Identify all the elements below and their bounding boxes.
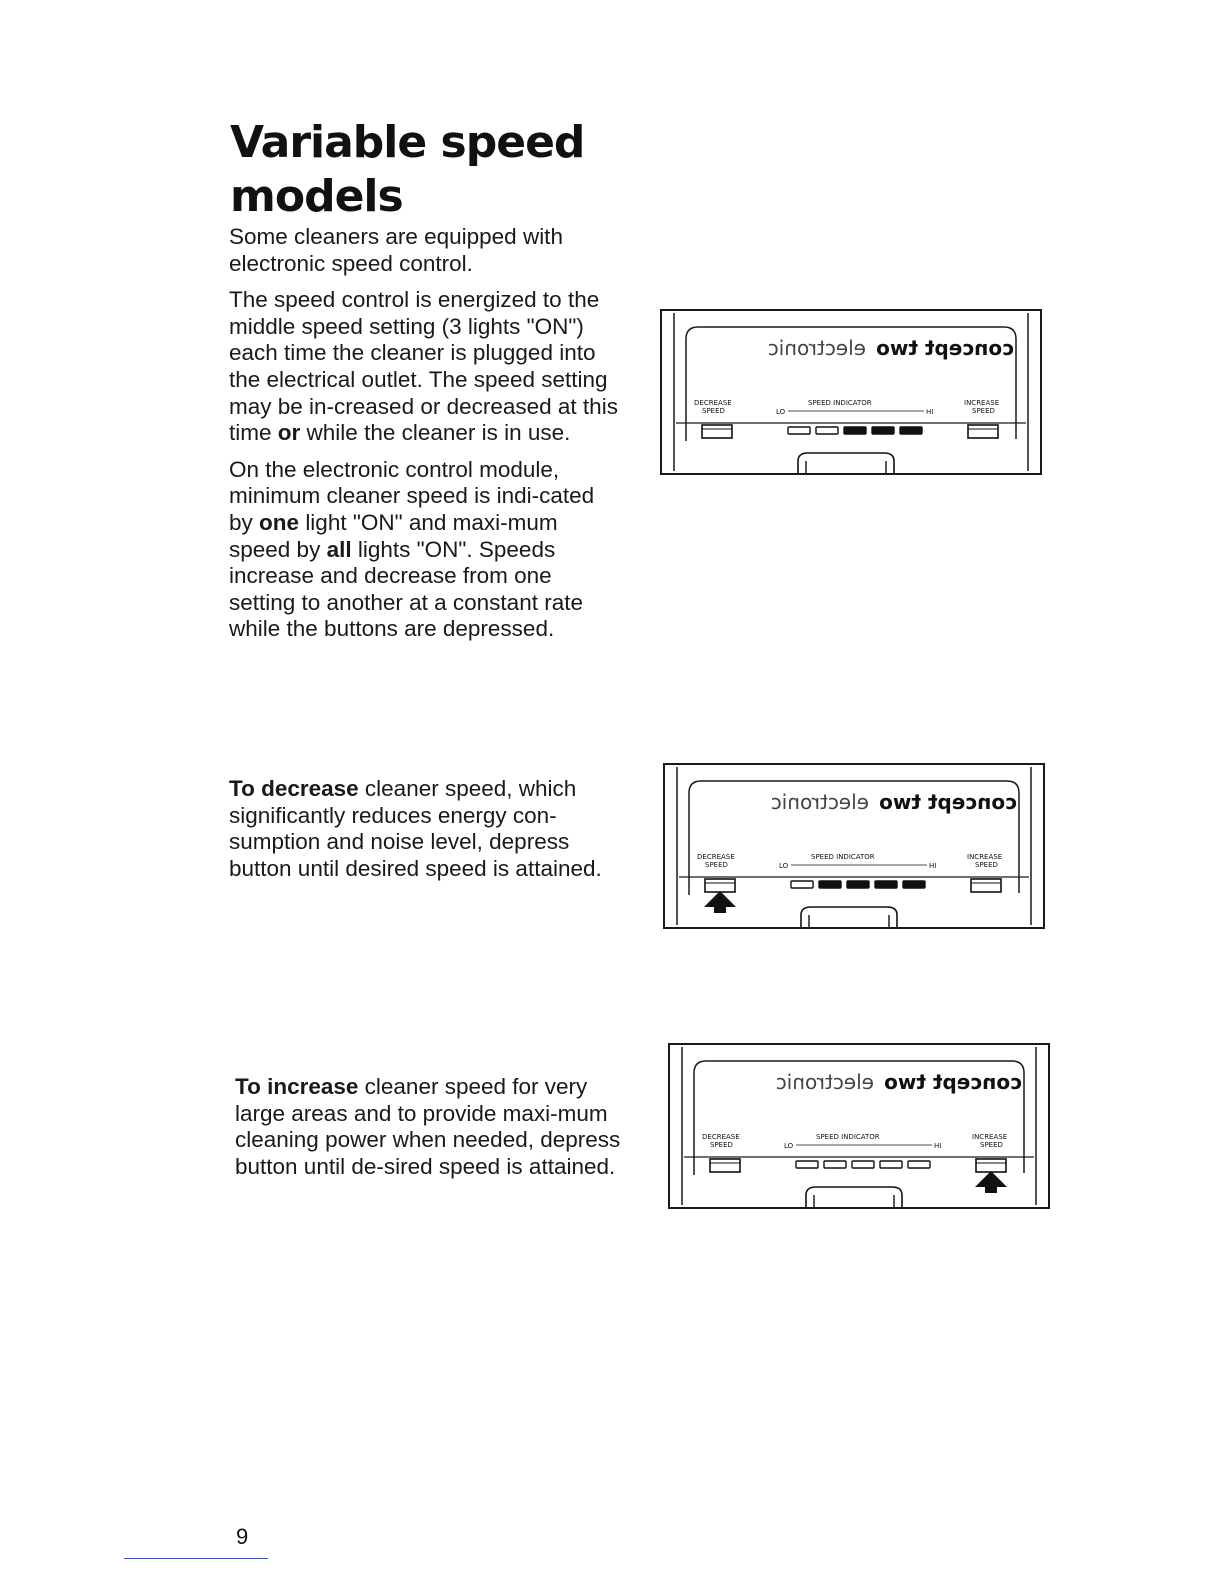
intro-p3-a: On the electronic control module, minimum cleaner speed is indi-cated by	[229, 456, 595, 535]
brand-bold: concept two	[879, 790, 1017, 814]
increase-label-2: SPEED	[972, 407, 995, 415]
control-module-initial	[660, 309, 1042, 475]
lo-label: LO	[779, 862, 789, 870]
speed-light-2-off	[824, 1161, 846, 1168]
decrease-arrow-icon	[704, 891, 736, 913]
control-module-diagram	[662, 311, 1040, 473]
speed-light-1-off	[788, 427, 810, 434]
title-line-2: models	[230, 171, 403, 222]
intro-text	[229, 224, 621, 653]
speed-light-4-on	[875, 881, 897, 888]
brand-light: electronic	[770, 790, 869, 814]
brand-light: electronic	[775, 1070, 874, 1094]
control-module-decrease	[663, 763, 1045, 929]
speed-indicator-lights	[791, 881, 925, 888]
increase-speed-button[interactable]	[971, 879, 1001, 892]
decrease-label-2: SPEED	[705, 861, 728, 869]
decrease-label-2: SPEED	[702, 407, 725, 415]
speed-indicator-label: SPEED INDICATOR	[811, 853, 875, 861]
hi-label: HI	[926, 408, 934, 416]
decrease-label-1: DECREASE	[694, 399, 732, 407]
speed-indicator-lights	[796, 1161, 930, 1168]
decrease-label-2: SPEED	[710, 1141, 733, 1149]
intro-p2-end: while the cleaner is in use.	[306, 420, 571, 446]
control-module-increase	[668, 1043, 1050, 1209]
decrease-body: cleaner speed, which significantly reduces energy con-sumption and noise level, depress button until desired speed is attained.	[229, 776, 602, 881]
speed-light-4-on	[872, 427, 894, 434]
increase-body: cleaner speed for very large areas and to provide maxi-mum cleaning power when needed, depress button until de-sired speed is attained.	[235, 1074, 621, 1179]
hi-label: HI	[934, 1142, 942, 1150]
decrease-speed-button[interactable]	[705, 879, 735, 892]
increase-text	[235, 1074, 627, 1190]
brand-light: electronic	[767, 336, 866, 360]
speed-light-1-off	[791, 881, 813, 888]
speed-indicator-label: SPEED INDICATOR	[816, 1133, 880, 1141]
speed-light-5-off	[908, 1161, 930, 1168]
intro-p3-c: lights "ON". Speeds increase and decrease from one setting to another at a constant rate while the buttons are depressed.	[229, 536, 583, 642]
speed-indicator-lights	[788, 427, 922, 434]
increase-speed-button[interactable]	[976, 1159, 1006, 1172]
speed-indicator-label: SPEED INDICATOR	[808, 399, 872, 407]
lo-label: LO	[784, 1142, 794, 1150]
speed-light-4-off	[880, 1161, 902, 1168]
speed-light-5-on	[900, 427, 922, 434]
brand-bold: concept two	[884, 1070, 1022, 1094]
intro-p2-text: The speed control is energized to the middle speed setting (3 lights "ON") each time the cleaner is plugged into the electrical outlet. The speed setting may be in-creased or decreased at this time	[229, 287, 618, 446]
decrease-label-1: DECREASE	[702, 1133, 740, 1141]
speed-light-2-off	[816, 427, 838, 434]
intro-paragraph-3	[229, 457, 621, 643]
brand-logo	[776, 1070, 1022, 1094]
increase-lead: To increase	[235, 1074, 359, 1099]
intro-p3-b: light "ON" and maxi-mum speed by	[229, 509, 558, 562]
intro-p2-or: or	[277, 420, 301, 446]
page-title	[230, 116, 650, 224]
control-module-diagram	[665, 765, 1043, 927]
intro-paragraph-1: Some cleaners are equipped with electronic speed control.	[229, 224, 563, 276]
control-module-diagram	[670, 1045, 1048, 1207]
decrease-speed-button[interactable]	[702, 425, 732, 438]
page-number: 9	[236, 1524, 249, 1549]
title-line-1: Variable speed	[230, 117, 585, 168]
brand-logo	[771, 790, 1017, 814]
speed-light-1-off	[796, 1161, 818, 1168]
speed-light-3-on	[847, 881, 869, 888]
increase-label-1: INCREASE	[967, 853, 1003, 861]
speed-light-3-off	[852, 1161, 874, 1168]
speed-light-5-on	[903, 881, 925, 888]
decrease-speed-button[interactable]	[710, 1159, 740, 1172]
intro-p3-one: one	[259, 509, 300, 535]
speed-light-2-on	[819, 881, 841, 888]
speed-light-3-on	[844, 427, 866, 434]
decrease-text	[229, 776, 621, 892]
brand-logo	[768, 336, 1014, 360]
decrease-label-1: DECREASE	[697, 853, 735, 861]
brand-bold: concept two	[876, 336, 1014, 360]
increase-label-2: SPEED	[975, 861, 998, 869]
increase-label-2: SPEED	[980, 1141, 1003, 1149]
handle-icon	[798, 453, 894, 473]
intro-p3-all: all	[326, 536, 352, 562]
footer-rule	[124, 1558, 268, 1559]
intro-paragraph-2	[229, 287, 621, 447]
hi-label: HI	[929, 862, 937, 870]
increase-speed-button[interactable]	[968, 425, 998, 438]
increase-arrow-icon	[975, 1171, 1007, 1193]
handle-icon	[806, 1187, 902, 1207]
increase-label-1: INCREASE	[964, 399, 1000, 407]
decrease-lead: To decrease	[229, 776, 359, 801]
lo-label: LO	[776, 408, 786, 416]
handle-icon	[801, 907, 897, 927]
increase-label-1: INCREASE	[972, 1133, 1008, 1141]
